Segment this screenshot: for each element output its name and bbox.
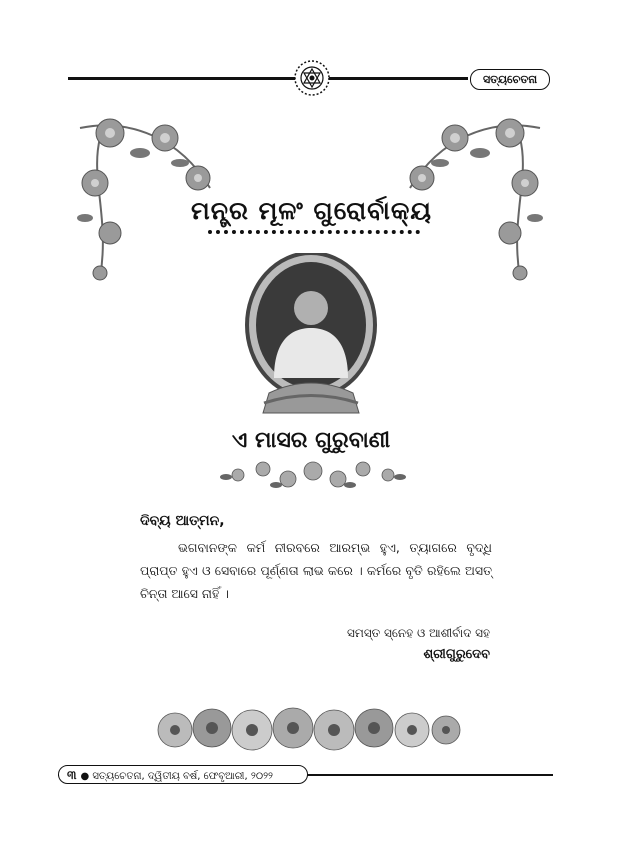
page-title: ମନ୍ତ୍ର ମୂଳଂ ଗୁରୋର୍ବାକ୍ୟ xyxy=(191,196,432,225)
header-rule xyxy=(68,77,468,80)
signature-name: ଶ୍ରୀଗୁରୁଦେବ xyxy=(423,647,490,662)
flower-row-icon xyxy=(150,700,466,760)
flower-band-icon xyxy=(218,455,408,495)
page-number: ୩ xyxy=(67,768,77,782)
signature-block xyxy=(300,622,490,666)
closing-line: ସମସ୍ତ ସ୍ନେହ ଓ ଆଶୀର୍ବାଦ ସହ xyxy=(347,626,490,640)
guru-portrait xyxy=(244,253,378,418)
title-underline xyxy=(208,230,420,234)
header-label: ସତ୍ୟଚେତନା xyxy=(470,69,550,90)
message-body: ଭଗବାନଙ୍କ କର୍ମ ନୀରବରେ ଆରମ୍ଭ ହୁଏ, ତ୍ୟାଗରେ ବୃଦ୍ଧି ପ୍ରାପ୍ତ ହୁଏ ଓ ସେବାରେ ପୂର୍ଣ୍ଣତା ଲାଭ କରେ । କର୍ମରେ ବୃତି ରହିଲେ ଅସତ୍ ଚିନ୍ତା ଆସେ ନାହିଁ । xyxy=(140,540,492,601)
footer-label xyxy=(58,765,308,784)
emblem-icon xyxy=(292,58,332,98)
footer-text: ● ସତ୍ୟଚେତନା, ଦ୍ୱିତୀୟ ବର୍ଷ, ଫେବୃଆରୀ, ୨୦୨୨ xyxy=(80,771,274,782)
section-subtitle: ଏ ମାସର ଗୁରୁବାଣୀ xyxy=(231,428,391,453)
greeting: ଦିବ୍ୟ ଆତ୍ମନ, xyxy=(140,513,225,529)
